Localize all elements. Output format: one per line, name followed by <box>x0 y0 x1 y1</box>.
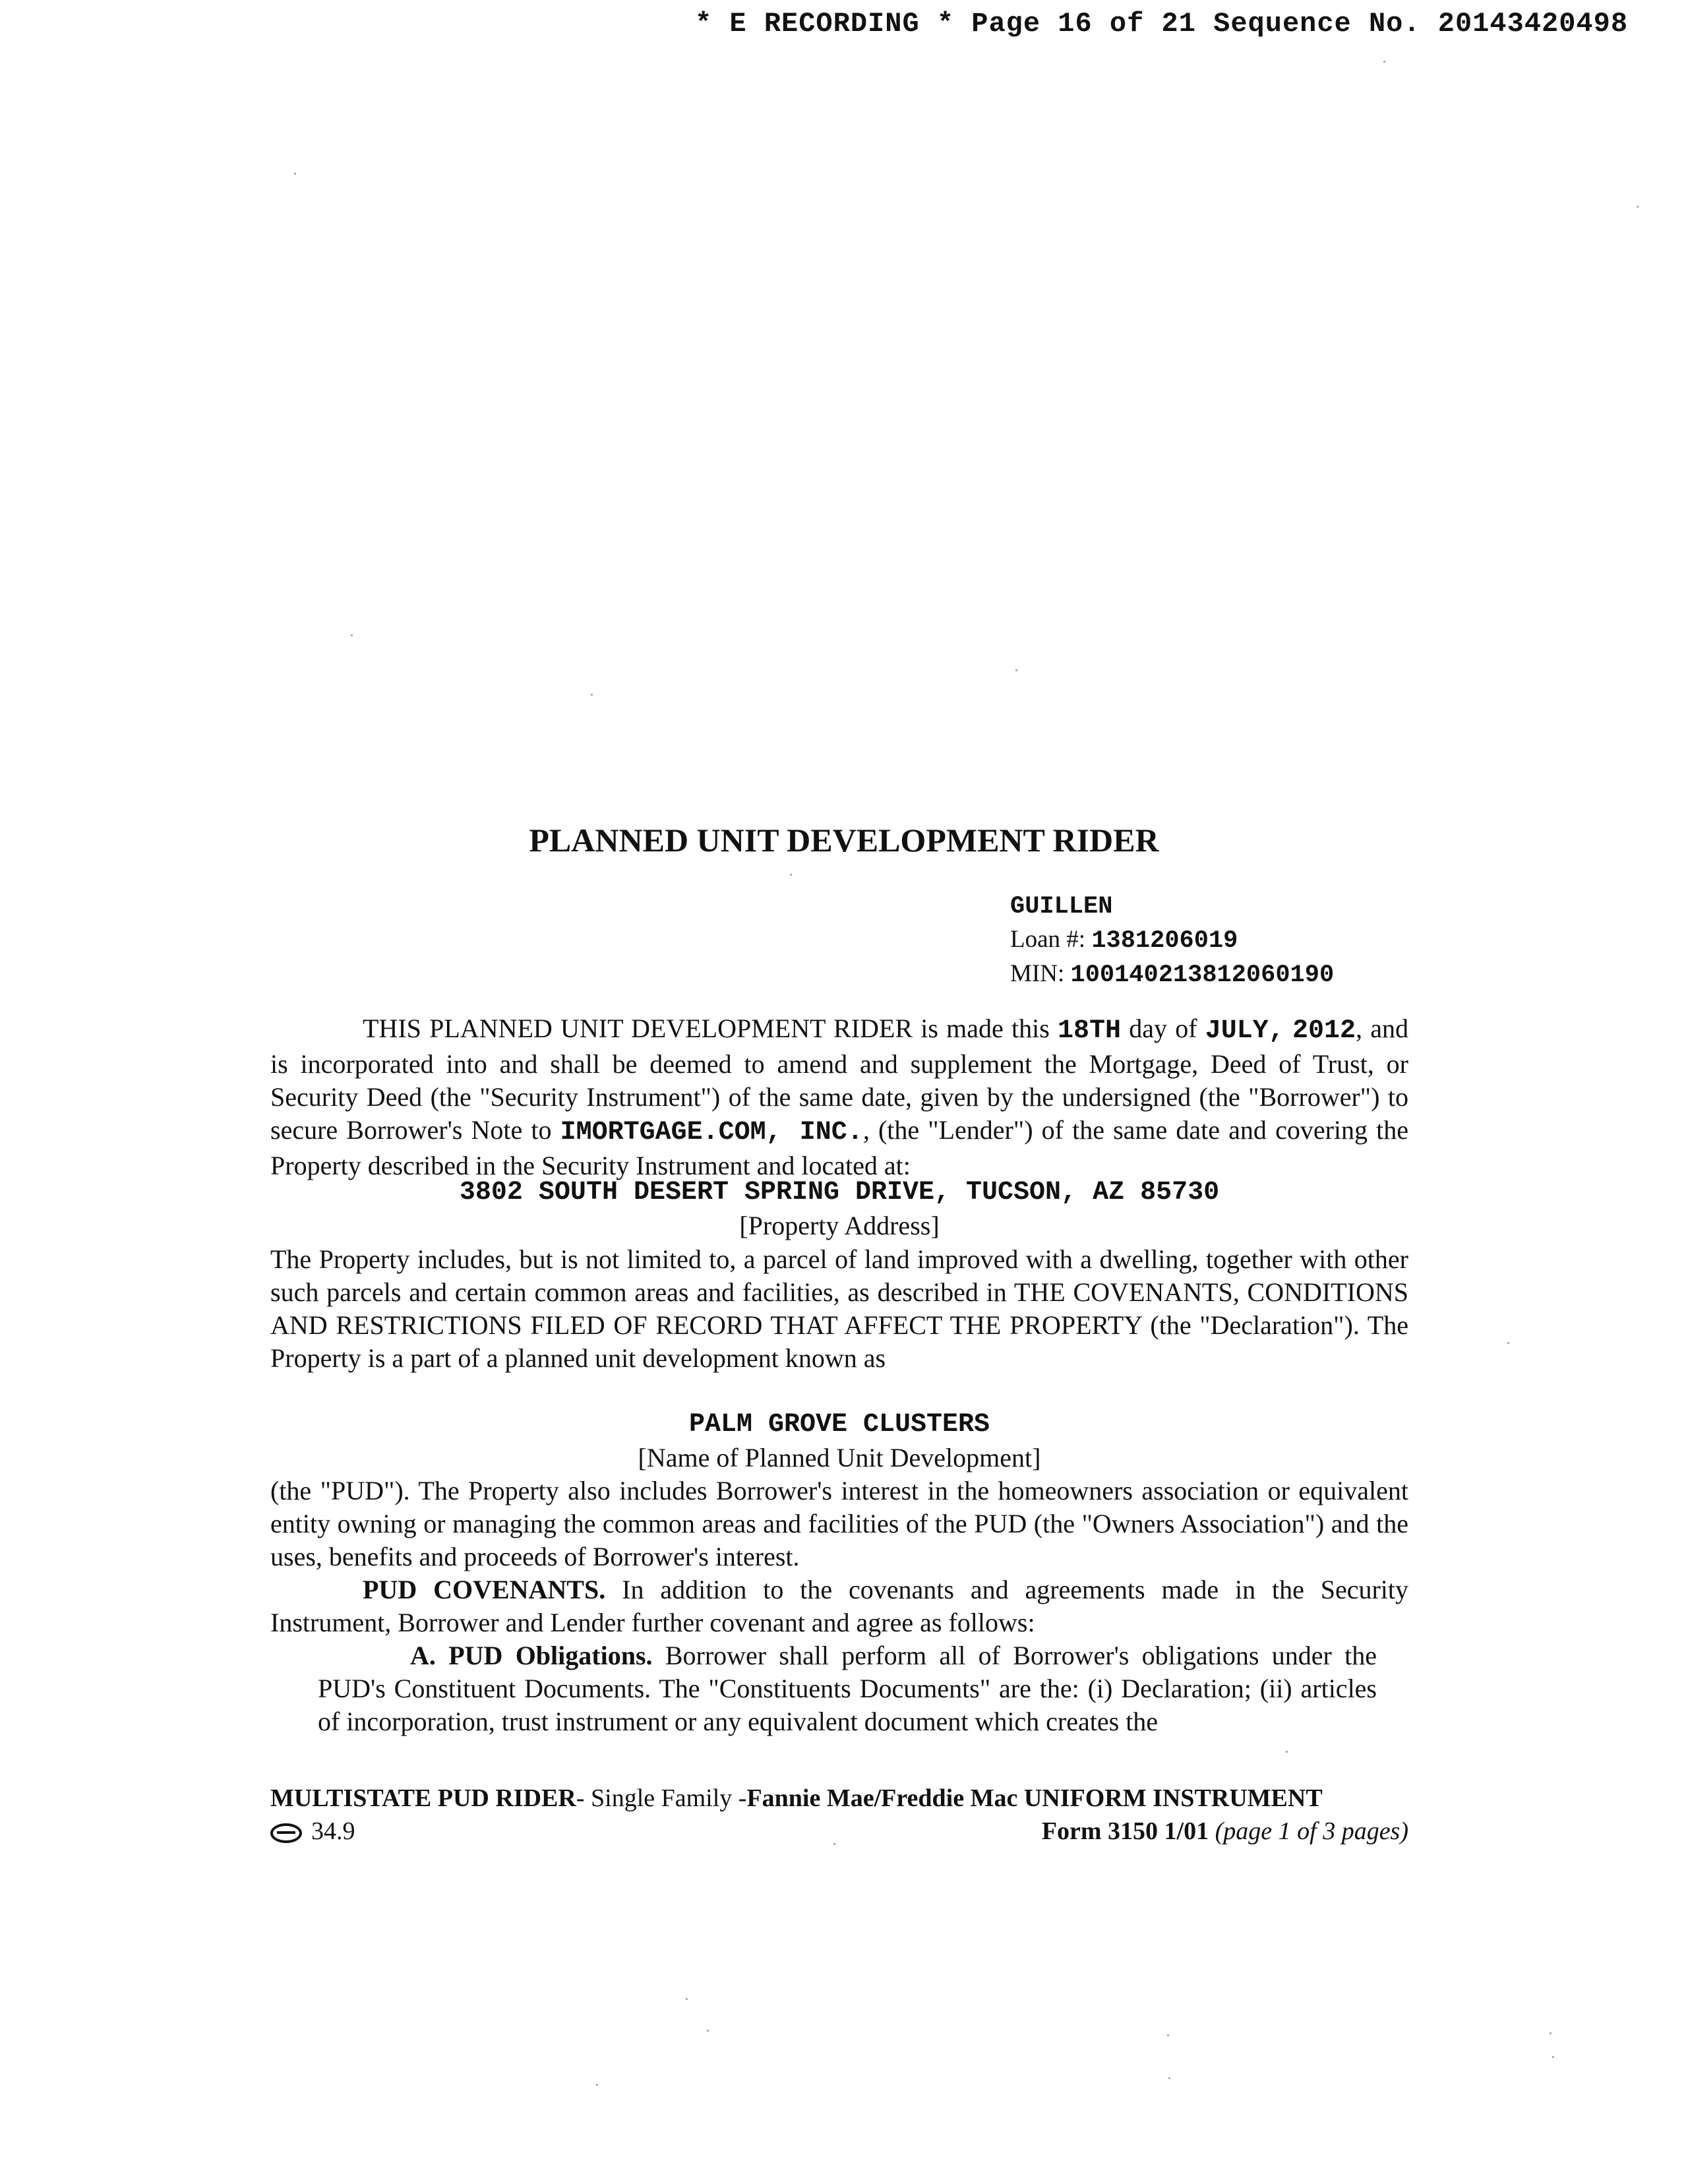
scan-speck <box>1383 61 1385 63</box>
pud-name: PALM GROVE CLUSTERS <box>688 1410 990 1440</box>
scan-speck <box>707 2030 709 2032</box>
footer-page-info: (page 1 of 3 pages) <box>1215 1817 1408 1845</box>
pud-obligations-text: Borrower shall perform all of Borrower's obligations under the PUD's Constituent Documents. The "Constituents Documents" are the: (i) Declaration; (ii) articles of incorporation, trust instrument or any equivalent document which creates the <box>318 1641 1377 1736</box>
property-description-paragraph: The Property includes, but is not limited to, a parcel of land improved with a dwelling, together with other such parcels and certain common areas and facilities, as described in THE COVENANTS, CONDITIONS AND RESTRICTIONS FILED OF RECORD THAT AFFECT THE PROPERTY (the "Declaration"). The Property is a part of a planned unit development known as <box>270 1244 1408 1373</box>
lender-name: IMORTGAGE.COM, INC. <box>560 1118 863 1147</box>
pud-covenants-paragraph <box>270 1573 1408 1639</box>
rider-month: JULY, <box>1205 1016 1284 1046</box>
scan-speck <box>790 874 792 876</box>
footer-bold-2: Fannie Mae/Freddie Mac UNIFORM INSTRUMENT <box>746 1784 1323 1812</box>
intro-text-4: , (the "Lender") of the same date and covering the Property described in the Security Instrument and located at: <box>270 1115 1409 1180</box>
loan-identifiers <box>1010 890 1334 992</box>
form-vendor-logo-icon <box>270 1823 302 1843</box>
loan-number: 1381206019 <box>1091 927 1238 955</box>
scan-speck <box>1507 1342 1509 1344</box>
pud-covenants-text: In addition to the covenants and agreements made in the Security Instrument, Borrower and Lender further covenant and agree as follows: <box>270 1575 1409 1637</box>
loan-number-row <box>1010 923 1334 957</box>
borrower-name: GUILLEN <box>1010 893 1113 921</box>
pud-obligations-paragraph <box>318 1639 1377 1738</box>
pud-covenants-heading: PUD COVENANTS. <box>363 1575 606 1604</box>
rider-day: 18TH <box>1058 1016 1122 1046</box>
scan-speck <box>1015 669 1017 671</box>
footer-version: 34.9 <box>311 1817 355 1845</box>
loan-label: Loan #: <box>1010 926 1086 953</box>
scan-speck <box>1637 206 1639 208</box>
scan-speck <box>686 1998 688 2000</box>
min-row <box>1010 957 1334 992</box>
scan-speck <box>833 1843 835 1845</box>
scan-speck <box>351 634 353 636</box>
scan-speck <box>1552 2056 1554 2058</box>
scan-speck <box>1550 2032 1552 2034</box>
scan-speck <box>591 694 593 696</box>
scan-speck <box>294 173 296 175</box>
pud-name-label: [Name of Planned Unit Development] <box>638 1443 1041 1472</box>
min-label: MIN: <box>1010 960 1065 987</box>
min-number: 100140213812060190 <box>1070 961 1335 989</box>
recording-header: * E RECORDING * Page 16 of 21 Sequence No. 20143420498 <box>695 8 1629 40</box>
scan-speck <box>1167 2034 1169 2036</box>
footer-bold-1: MULTISTATE PUD RIDER <box>270 1784 576 1812</box>
intro-paragraph <box>270 1012 1408 1182</box>
document-title: PLANNED UNIT DEVELOPMENT RIDER <box>529 822 1159 859</box>
footer-form-number: Form 3150 1/01 <box>1041 1817 1209 1845</box>
property-address-label: [Property Address] <box>739 1211 940 1240</box>
intro-text-1: THIS PLANNED UNIT DEVELOPMENT RIDER is made this <box>363 1014 1058 1043</box>
pud-obligations-heading: A. PUD Obligations. <box>410 1641 653 1670</box>
pud-definition-paragraph: (the "PUD"). The Property also includes Borrower's interest in the homeowners association or equivalent entity owning or managing the common areas and facilities of the PUD (the "Owners Association") and the uses, benefits and proceeds of Borrower's interest. <box>270 1476 1408 1571</box>
intro-text-2: day of <box>1121 1014 1205 1043</box>
scan-speck <box>596 2084 598 2086</box>
footer-form-title <box>270 1784 1323 1813</box>
intro-text-3: , and is incorporated into and shall be deemed to amend and supplement the Mortgage, Deed of Trust, or Security Deed (the "Security Instrument") of the same date, given by the undersigned (the "Borrower") to secure Borrower's Note to <box>270 1014 1408 1145</box>
footer-plain-1: - Single Family - <box>576 1784 747 1812</box>
scan-speck <box>1286 1751 1288 1753</box>
property-address: 3802 SOUTH DESERT SPRING DRIVE, TUCSON, AZ 85730 <box>459 1178 1220 1207</box>
rider-year: 2012 <box>1292 1016 1356 1046</box>
scan-speck <box>1168 2077 1170 2079</box>
